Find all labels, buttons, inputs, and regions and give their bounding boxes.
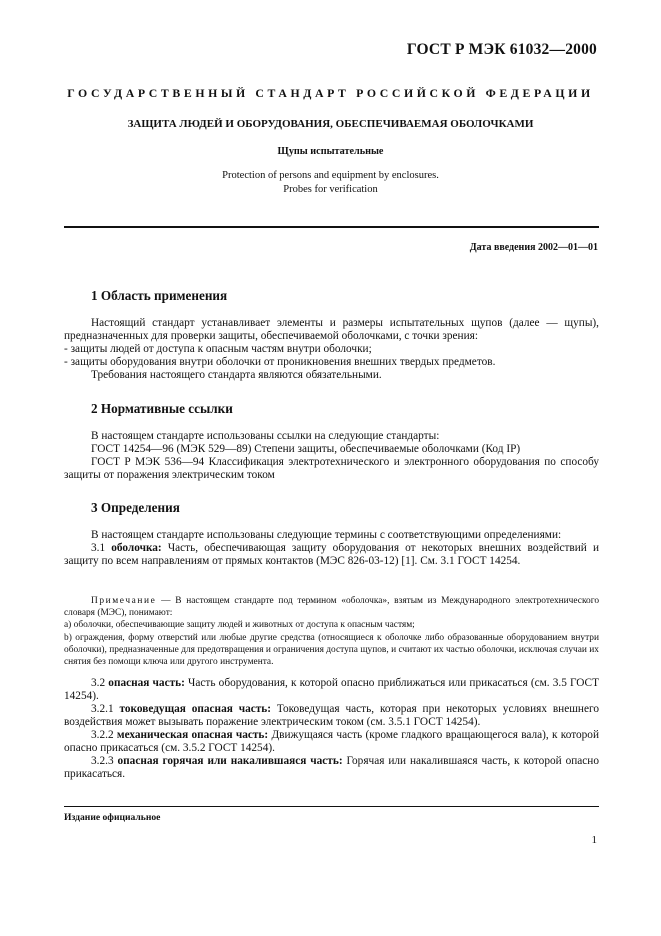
english-title xyxy=(0,169,661,197)
title-divider xyxy=(64,226,599,228)
section-3-body xyxy=(64,529,599,568)
section-2-body xyxy=(64,430,599,482)
section-1-list-item: - защиты оборудования внутри оболочки от проникновения внешних твердых предметов. xyxy=(64,356,496,368)
section-1-body xyxy=(64,317,599,382)
note-paragraph: Примечание — В настоящем стандарте под термином «оболочка», взятым из Международного электротехнического словаря (МЭС), понимают: xyxy=(64,596,600,619)
term: токоведущая опасная часть: xyxy=(119,703,272,715)
term: оболочка: xyxy=(111,542,162,554)
standard-number: ГОСТ Р МЭК 61032—2000 xyxy=(406,41,597,58)
state-standard-heading: ГОСУДАРСТВЕННЫЙ СТАНДАРТ РОССИЙСКОЙ ФЕДЕРАЦИИ xyxy=(67,86,594,100)
note-item: b) ограждения, форму отверстий или любые другие средства (относящиеся к оболочке либо образованные оборудованием внутри оболочки), предназначенные для предотвращения и ограничения доступа щупов, и считают их частью оболочки, исключая случаи их снятия без помощи ключа или другого инструмента. xyxy=(64,632,599,668)
section-2-heading: 2 Нормативные ссылки xyxy=(91,401,233,416)
section-2-paragraph: В настоящем стандарте использованы ссылки на следующие стандарты: xyxy=(91,430,440,442)
english-title-line1: Protection of persons and equipment by enclosures. xyxy=(222,170,439,181)
definition-3-2-1: 3.2.1 токоведущая опасная часть: Токоведущая часть, которая при некоторых условиях внешнего воздействия может вызывать поражение электрическим током (см. 3.5.1 ГОСТ 14254). xyxy=(64,703,599,728)
section-3-heading: 3 Определения xyxy=(91,500,180,515)
footer-divider xyxy=(64,806,599,807)
document-subtitle: Щупы испытательные xyxy=(277,146,384,157)
term: опасная горячая или накалившаяся часть: xyxy=(117,755,343,767)
term: опасная часть: xyxy=(108,677,185,689)
edition-label: Издание официальное xyxy=(64,812,161,823)
note-label: Примечание xyxy=(91,596,157,606)
definitions-intro: В настоящем стандарте использованы следующие термины с соответствующими определениями: xyxy=(91,529,562,541)
section-1-list-item: - защиты людей от доступа к опасным частям внутри оболочки; xyxy=(64,343,372,355)
section-1-paragraph: Настоящий стандарт устанавливает элементы и размеры испытательных щупов (далее — щупы), предназначенных для проверки защиты, обеспечиваемой оболочками, с точки зрения: xyxy=(64,317,599,342)
document-title: ЗАЩИТА ЛЮДЕЙ И ОБОРУДОВАНИЯ, ОБЕСПЕЧИВАЕМАЯ ОБОЛОЧКАМИ xyxy=(127,118,534,130)
note-item: а) оболочки, обеспечивающие защиту людей и животных от доступа к опасным частям; xyxy=(64,620,415,631)
reference-item: ГОСТ Р МЭК 536—94 Классификация электротехнического и электронного оборудования по способу защиты от поражения электрическим током xyxy=(64,456,599,481)
reference-item: ГОСТ 14254—96 (МЭК 529—89) Степени защиты, обеспечиваемые оболочками (Код IP) xyxy=(91,443,521,455)
english-title-line2: Probes for verification xyxy=(283,184,378,195)
section-1-heading: 1 Область применения xyxy=(91,288,228,303)
definition-3-2-3: 3.2.3 опасная горячая или накалившаяся часть: Горячая или накалившаяся часть, к которой опасно прикасаться. xyxy=(64,755,599,780)
section-1-paragraph: Требования настоящего стандарта являются обязательными. xyxy=(91,369,382,381)
definition-3-1: 3.1 оболочка: Часть, обеспечивающая защиту оборудования от некоторых внешних воздействий и защиту по всем направлениям от прямых контактов (МЭС 826-03-12) [1]. См. 3.1 ГОСТ 14254. xyxy=(64,542,600,567)
note-block xyxy=(64,595,599,668)
introduction-date: Дата введения 2002—01—01 xyxy=(469,242,598,253)
definitions-continued xyxy=(64,677,599,781)
definition-3-2-2: 3.2.2 механическая опасная часть: Движущаяся часть (кроме гладкого вращающегося вала), к которой опасно прикасаться (см. 3.5.2 ГОСТ 14254). xyxy=(64,729,600,754)
page-number: 1 xyxy=(591,834,597,846)
definition-3-2: 3.2 опасная часть: Часть оборудования, к которой опасно приближаться или прикасаться (см. 3.5 ГОСТ 14254). xyxy=(64,677,599,702)
term: механическая опасная часть: xyxy=(116,729,269,741)
